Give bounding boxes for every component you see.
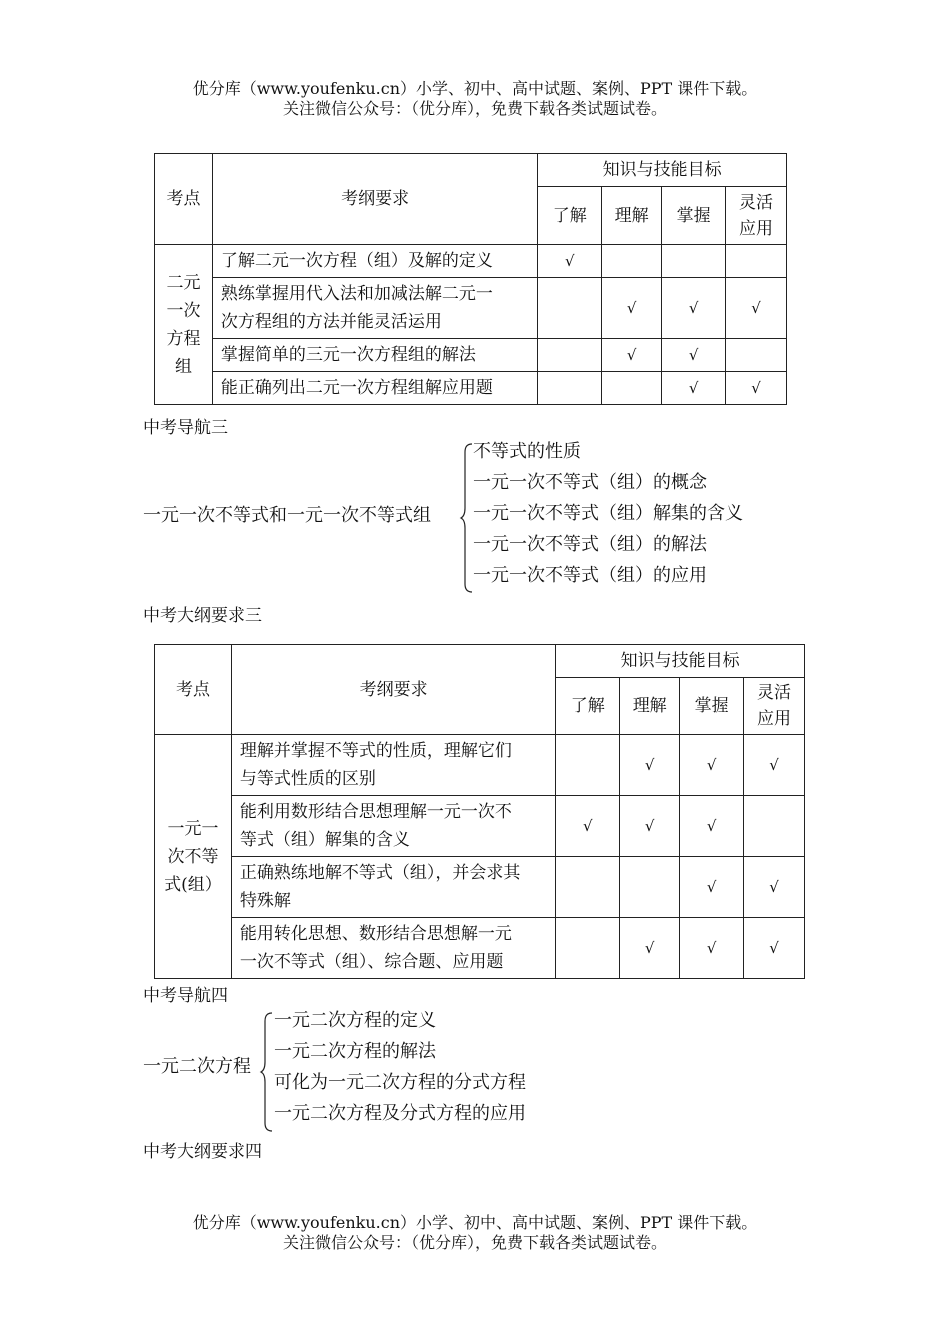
outline-item: 一元二次方程的定义	[274, 1010, 436, 1031]
requirement-text: 了解二元一次方程（组）及解的定义	[212, 245, 537, 278]
check-cell: √	[662, 339, 726, 372]
check-cell	[556, 918, 620, 979]
section-title-nav4: 中考导航四	[143, 986, 228, 1006]
outline-root: 一元二次方程	[143, 1056, 251, 1077]
outline-tree-nav4	[143, 1009, 643, 1135]
requirement-text: 掌握简单的三元一次方程组的解法	[212, 339, 537, 372]
header-skill-goals: 知识与技能目标	[538, 154, 787, 187]
header-zhangwo: 掌握	[662, 187, 726, 245]
check-cell: √	[620, 735, 680, 796]
outline-item: 不等式的性质	[473, 441, 581, 462]
check-cell	[620, 857, 680, 918]
header-skill-goals: 知识与技能目标	[556, 645, 805, 678]
check-cell: √	[680, 735, 744, 796]
header-liaojie: 了解	[556, 678, 620, 735]
requirement-text: 熟练掌握用代入法和加减法解二元一 次方程组的方法并能灵活运用	[212, 278, 537, 339]
table-row	[155, 245, 787, 278]
table-row	[155, 796, 805, 857]
check-cell: √	[680, 857, 744, 918]
check-cell: √	[620, 918, 680, 979]
check-cell: √	[602, 278, 662, 339]
check-cell: √	[680, 796, 744, 857]
header-linghuo: 灵活 应用	[726, 187, 787, 245]
table-row	[155, 918, 805, 979]
check-cell	[538, 339, 602, 372]
check-cell: √	[662, 372, 726, 405]
check-cell	[556, 857, 620, 918]
header-lijie: 理解	[602, 187, 662, 245]
check-cell	[556, 735, 620, 796]
header-linghuo: 灵活 应用	[744, 678, 805, 735]
footer-line-2: 关注微信公众号：（优分库），免费下载各类试题试卷。	[282, 1233, 667, 1252]
header-kaogang: 考纲要求	[231, 645, 555, 735]
header-zhangwo: 掌握	[680, 678, 744, 735]
requirement-text: 能利用数形结合思想理解一元一次不 等式（组）解集的含义	[231, 796, 555, 857]
header-line-1: 优分库（www.youfenku.cn）小学、初中、高中试题、案例、PPT 课件下载。	[192, 79, 758, 98]
topic-cell: 二元 一次 方程 组	[155, 245, 213, 405]
requirement-text: 理解并掌握不等式的性质，理解它们 与等式性质的区别	[231, 735, 555, 796]
table-row	[155, 278, 787, 339]
outline-item: 一元一次不等式（组）的解法	[473, 534, 707, 555]
outline-item: 可化为一元二次方程的分式方程	[274, 1072, 526, 1093]
check-cell: √	[662, 278, 726, 339]
topic-cell: 一元一 次不等 式(组）	[155, 735, 232, 979]
requirement-text: 正确熟练地解不等式（组），并会求其 特殊解	[231, 857, 555, 918]
outline-item: 一元一次不等式（组）的应用	[473, 565, 707, 586]
requirement-text: 能用转化思想、数形结合思想解一元 一次不等式（组）、综合题、应用题	[231, 918, 555, 979]
section-title-outline4: 中考大纲要求四	[143, 1142, 262, 1162]
outline-item: 一元一次不等式（组）的概念	[473, 472, 707, 493]
check-cell: √	[726, 278, 787, 339]
check-cell: √	[602, 339, 662, 372]
check-cell	[744, 796, 805, 857]
table-row	[155, 735, 805, 796]
table-row	[155, 372, 787, 405]
header-liaojie: 了解	[538, 187, 602, 245]
table-row	[155, 339, 787, 372]
footer-line-1: 优分库（www.youfenku.cn）小学、初中、高中试题、案例、PPT 课件下载。	[192, 1213, 758, 1232]
check-cell: √	[538, 245, 602, 278]
page-footer	[0, 1213, 950, 1253]
check-cell: √	[744, 857, 805, 918]
check-cell: √	[680, 918, 744, 979]
check-cell	[538, 372, 602, 405]
header-line-2: 关注微信公众号：（优分库），免费下载各类试题试卷。	[282, 99, 667, 118]
requirements-table-inequalities	[154, 644, 805, 979]
check-cell: √	[620, 796, 680, 857]
check-cell: √	[744, 918, 805, 979]
check-cell: √	[556, 796, 620, 857]
check-cell	[726, 245, 787, 278]
header-lijie: 理解	[620, 678, 680, 735]
check-cell	[538, 278, 602, 339]
page-header	[0, 79, 950, 119]
header-kaogang: 考纲要求	[212, 154, 537, 245]
check-cell	[602, 245, 662, 278]
section-title-nav3: 中考导航三	[143, 418, 228, 438]
outline-tree-nav3	[143, 440, 803, 596]
table-row	[155, 857, 805, 918]
outline-root: 一元一次不等式和一元一次不等式组	[143, 505, 431, 526]
requirements-table-equations	[154, 153, 787, 405]
brace-icon	[261, 1011, 275, 1133]
check-cell: √	[744, 735, 805, 796]
outline-item: 一元一次不等式（组）解集的含义	[473, 503, 743, 524]
requirement-text: 能正确列出二元一次方程组解应用题	[212, 372, 537, 405]
header-kaodian: 考点	[155, 645, 232, 735]
check-cell	[726, 339, 787, 372]
header-kaodian: 考点	[155, 154, 213, 245]
check-cell: √	[726, 372, 787, 405]
check-cell	[662, 245, 726, 278]
check-cell	[602, 372, 662, 405]
outline-item: 一元二次方程及分式方程的应用	[274, 1103, 526, 1124]
outline-item: 一元二次方程的解法	[274, 1041, 436, 1062]
section-title-outline3: 中考大纲要求三	[143, 606, 262, 626]
